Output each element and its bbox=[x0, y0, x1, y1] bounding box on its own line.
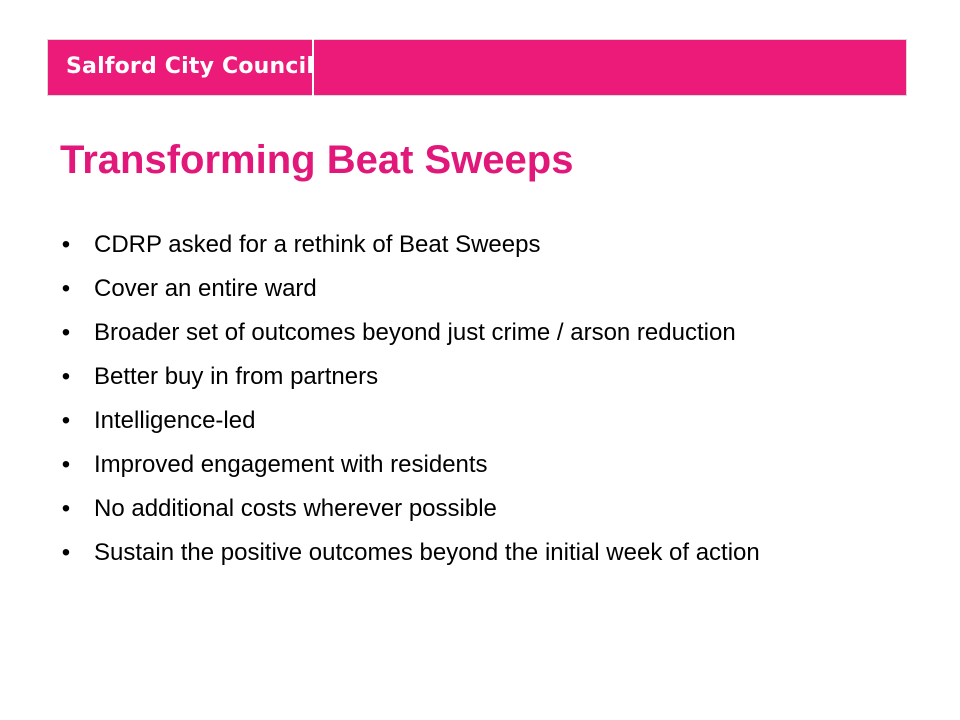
bullet-item bbox=[56, 537, 876, 569]
bullet-text: Improved engagement with residents bbox=[94, 451, 488, 478]
bullet-list bbox=[56, 229, 876, 581]
bullet-dot-icon: • bbox=[61, 275, 71, 302]
bullet-item bbox=[56, 273, 876, 305]
bullet-text: Cover an entire ward bbox=[94, 275, 317, 302]
bullet-dot-icon: • bbox=[61, 231, 71, 258]
bullet-item bbox=[56, 361, 876, 393]
bullet-dot-icon: • bbox=[61, 407, 71, 434]
bullet-item bbox=[56, 493, 876, 525]
bullet-text: Broader set of outcomes beyond just crime / arson reduction bbox=[94, 319, 736, 346]
bullet-text: Better buy in from partners bbox=[94, 363, 379, 390]
bullet-dot-icon: • bbox=[61, 319, 71, 346]
bullet-item bbox=[56, 317, 876, 349]
council-logo-text: Salford City Council bbox=[66, 54, 315, 79]
bullet-text: Sustain the positive outcomes beyond the initial week of action bbox=[94, 539, 760, 566]
bullet-dot-icon: • bbox=[61, 495, 71, 522]
bullet-dot-icon: • bbox=[61, 363, 71, 390]
bullet-text: Intelligence-led bbox=[94, 407, 256, 434]
bullet-item bbox=[56, 229, 876, 261]
bullet-text: CDRP asked for a rethink of Beat Sweeps bbox=[94, 231, 541, 258]
bullet-dot-icon: • bbox=[61, 539, 71, 566]
bullet-dot-icon: • bbox=[61, 451, 71, 478]
slide-title: Transforming Beat Sweeps bbox=[60, 138, 574, 182]
bullet-item bbox=[56, 405, 876, 437]
bullet-text: No additional costs wherever possible bbox=[94, 495, 497, 522]
bullet-item bbox=[56, 449, 876, 481]
